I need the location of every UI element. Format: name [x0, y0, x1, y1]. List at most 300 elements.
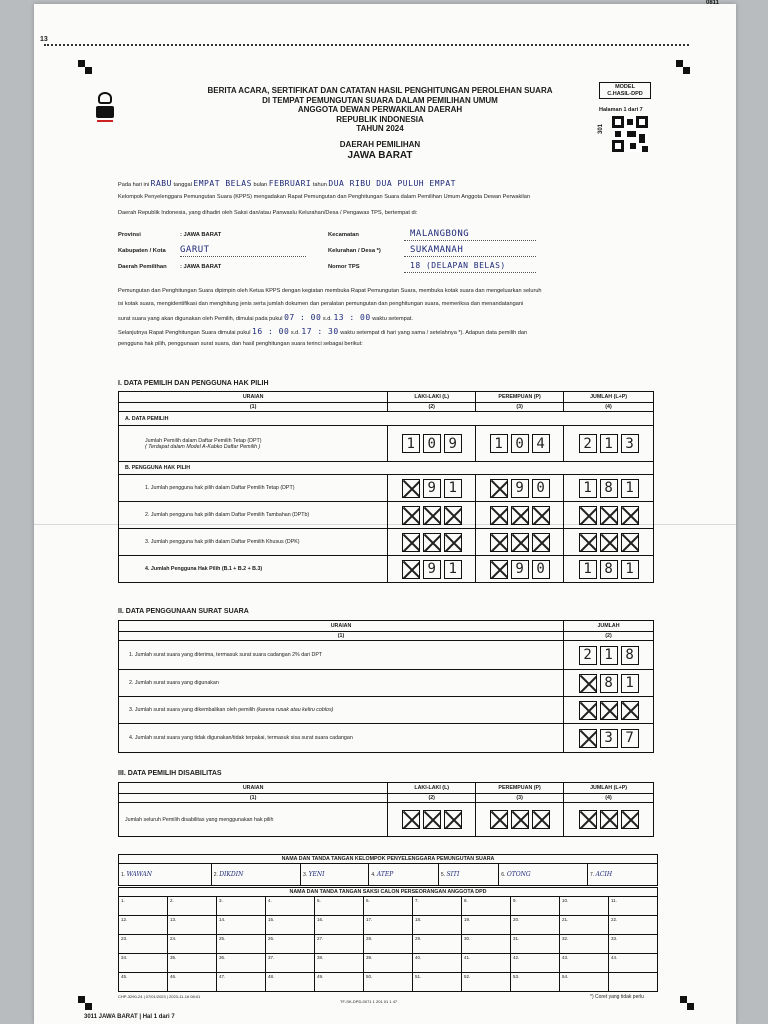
signature-number: 6. [501, 872, 507, 878]
digit-box: 8 [621, 646, 639, 665]
section-1-title: I. DATA PEMILIH DAN PENGGUNA HAK PILIH [118, 380, 269, 387]
crossed-box-icon [490, 810, 508, 829]
crossed-box-icon [490, 506, 508, 525]
crossed-box-icon [490, 533, 508, 552]
digit-box: 1 [444, 560, 462, 579]
kelurahan-line [404, 247, 536, 257]
col-perempuan: PEREMPUAN (P) [476, 392, 564, 403]
footer-left: CHP-3290-24 | 07/01/2023 | 2023-11-16 08:01 [118, 994, 201, 999]
digit-boxes[interactable] [388, 434, 475, 453]
saksi-signature-cell[interactable]: 40. [413, 954, 462, 973]
digit-boxes[interactable] [564, 810, 653, 829]
col-number: (1) [119, 403, 388, 412]
digit-boxes[interactable] [564, 533, 653, 552]
digit-boxes[interactable] [388, 560, 475, 579]
saksi-signature-cell[interactable]: 2. [168, 897, 217, 916]
saksi-signature-cell[interactable]: 41. [462, 954, 511, 973]
dpt-laki-cell [388, 426, 476, 462]
crossed-box-icon [423, 810, 441, 829]
title-line: DI TEMPAT PEMUNGUTAN SUARA DALAM PEMILIHAN UMUM [262, 95, 498, 105]
digit-boxes[interactable] [388, 506, 475, 525]
kelurahan-label: Kelurahan / Desa *) [328, 248, 381, 254]
saksi-signature-cell[interactable]: 17. [364, 916, 413, 935]
provinsi-value: : JAWA BARAT [180, 232, 222, 238]
digit-box: 0 [511, 434, 529, 453]
signature-number: 3. [303, 872, 309, 878]
saksi-signature-cell[interactable]: 43. [560, 954, 609, 973]
b2-laki-cell [388, 502, 476, 529]
count-start: 16 : 00 [252, 327, 290, 336]
count-end: 17 : 30 [301, 327, 339, 336]
kabupaten-label: Kabupaten / Kota [118, 248, 166, 254]
row-label: 3. Jumlah surat suara yang dikembalikan oleh pemilih [129, 707, 256, 713]
digit-box: 8 [600, 479, 618, 498]
saksi-signature-cell[interactable]: 1. [119, 897, 168, 916]
kpps-signature-table [118, 854, 658, 886]
ss1-cell [564, 641, 654, 670]
row-label: Jumlah Pemilih dalam Daftar Pemilih Tetap (DPT) [145, 437, 262, 444]
digit-box: 9 [511, 479, 529, 498]
signature-name: DIKDIN [219, 871, 244, 878]
row-ss3-label [119, 697, 564, 724]
paragraph-line [118, 328, 678, 337]
dapil-label: Daerah Pemilihan [118, 264, 167, 270]
crossed-box-icon [490, 560, 508, 579]
kpps-signature-cell [301, 864, 369, 886]
saksi-signature-cell[interactable]: 4. [266, 897, 315, 916]
signature-number: 5. [440, 872, 447, 878]
col-perempuan: PEREMPUAN (P) [476, 783, 564, 794]
paragraph-text: waktu setempat. [372, 316, 413, 322]
dapil-value: : JAWA BARAT [180, 264, 222, 270]
digit-box: 1 [490, 434, 508, 453]
saksi-signature-cell[interactable]: 11. [609, 897, 658, 916]
dis-jumlah-cell [564, 803, 654, 837]
saksi-signature-cell[interactable]: 20. [511, 916, 560, 935]
section-1-table [118, 391, 654, 583]
crossed-box-icon [532, 506, 550, 525]
region-label: DAERAH PEMILIHAN [339, 139, 421, 149]
kpps-signature-cell [211, 864, 300, 886]
saksi-signature-cell[interactable] [609, 973, 658, 992]
kpps-title: NAMA DAN TANDA TANGAN KELOMPOK PENYELENGGARA PEMUNGUTAN SUARA [119, 855, 658, 864]
digit-boxes[interactable] [564, 434, 653, 453]
saksi-signature-cell[interactable]: 50. [364, 973, 413, 992]
dpt-jumlah-cell [564, 426, 654, 462]
kpps-signature-cell [438, 864, 498, 886]
digit-box: 1 [600, 646, 618, 665]
saksi-signature-cell[interactable]: 42. [511, 954, 560, 973]
signature-name: YENI [308, 871, 325, 878]
b1-perempuan-cell [476, 475, 564, 502]
digit-box: 3 [600, 729, 618, 748]
saksi-signature-cell[interactable]: 38. [315, 954, 364, 973]
col-number: (3) [476, 794, 564, 803]
row-dpt-label [119, 426, 388, 462]
digit-boxes[interactable] [564, 701, 653, 720]
col-jumlah: JUMLAH (L+P) [564, 783, 654, 794]
crossed-box-icon [402, 533, 420, 552]
paragraph-text: surat suara yang akan digunakan oleh Pemilih, dimulai pada pukul [118, 316, 283, 322]
kecamatan-label: Kecamatan [328, 232, 359, 238]
model-badge [599, 82, 651, 99]
saksi-signature-cell[interactable]: 35. [168, 954, 217, 973]
digit-box: 1 [402, 434, 420, 453]
crossed-box-icon [600, 533, 618, 552]
digit-box: 0 [532, 560, 550, 579]
intro-line-3: Daerah Republik Indonesia, yang dihadiri oleh Saksi dan/atau Panwaslu Kelurahan/Desa / Pengawas TPS, bertempat di: [118, 210, 418, 216]
row-ss4-label: 4. Jumlah surat suara yang tidak digunakan/tidak terpakai, termasuk sisa surat suara cadangan [119, 724, 564, 753]
digit-box: 1 [444, 479, 462, 498]
signature-name: ATEP [376, 871, 394, 878]
time-end: 13 : 00 [333, 313, 371, 322]
kecamatan-line [404, 231, 536, 241]
saksi-signature-table [118, 887, 658, 992]
kpps-signature-cell [369, 864, 439, 886]
col-jumlah: JUMLAH [564, 621, 654, 632]
paragraph-text: waktu setempat di hari yang sama / setelahnya *). Adapun data pemilih dan [340, 330, 528, 336]
saksi-signature-cell[interactable]: 10. [560, 897, 609, 916]
corner-marker-icon [78, 60, 92, 74]
digit-boxes[interactable] [476, 506, 563, 525]
kecamatan-value: MALANGBONG [410, 229, 470, 239]
saksi-signature-cell[interactable]: 32. [560, 935, 609, 954]
crossed-box-icon [579, 701, 597, 720]
signature-number: 4. [371, 872, 377, 878]
corner-marker-icon [78, 996, 92, 1010]
crossed-box-icon [600, 506, 618, 525]
col-number: (2) [564, 632, 654, 641]
subsection-a-title: A. DATA PEMILIH [119, 412, 654, 426]
tps-value: 18 (DELAPAN BELAS) [410, 261, 506, 270]
digit-box: 1 [621, 560, 639, 579]
page-indicator: Halaman 1 dari 7 [599, 107, 643, 113]
digit-boxes[interactable] [564, 729, 653, 748]
digit-boxes[interactable] [476, 560, 563, 579]
digit-box: 0 [532, 479, 550, 498]
title-line: BERITA ACARA, SERTIFIKAT DAN CATATAN HASIL PENGHITUNGAN PEROLEHAN SUARA [207, 86, 553, 95]
saksi-signature-cell[interactable]: 36. [217, 954, 266, 973]
ss2-cell [564, 670, 654, 697]
crossed-box-icon [579, 729, 597, 748]
digit-boxes[interactable] [388, 479, 475, 498]
kpps-signature-cell [499, 864, 588, 886]
subsection-b-title: B. PENGGUNA HAK PILIH [119, 462, 654, 475]
kabupaten-value: GARUT [180, 245, 210, 255]
region-value: JAWA BARAT [347, 150, 413, 161]
b2-jumlah-cell [564, 502, 654, 529]
paragraph-text: s.d. [322, 316, 332, 322]
col-jumlah: JUMLAH (L+P) [564, 392, 654, 403]
crossed-box-icon [402, 810, 420, 829]
digit-boxes[interactable] [564, 646, 653, 665]
crossed-box-icon [621, 701, 639, 720]
crossed-box-icon [402, 506, 420, 525]
intro-text: tanggal [173, 182, 192, 188]
b3-laki-cell [388, 529, 476, 556]
intro-text: bulan [253, 182, 268, 188]
saksi-signature-cell[interactable]: 14. [217, 916, 266, 935]
section-2-title: II. DATA PENGGUNAAN SURAT SUARA [118, 608, 249, 615]
paragraph-line [118, 314, 678, 323]
kpps-signature-cell [588, 864, 658, 886]
signature-name: OTONG [506, 871, 531, 878]
saksi-signature-cell[interactable]: 18. [413, 916, 462, 935]
crossed-box-icon [402, 479, 420, 498]
saksi-signature-cell[interactable]: 15. [266, 916, 315, 935]
month-value: FEBRUARI [268, 179, 312, 188]
saksi-signature-cell[interactable]: 39. [364, 954, 413, 973]
provinsi-label: Provinsi [118, 232, 141, 238]
saksi-signature-cell[interactable]: 7. [413, 897, 462, 916]
kelurahan-value: SUKAMANAH [410, 245, 464, 255]
digit-box: 1 [621, 674, 639, 693]
digit-boxes[interactable] [564, 506, 653, 525]
section-3-table [118, 782, 654, 837]
paragraph-text: s.d. [290, 330, 300, 336]
crossed-box-icon [579, 506, 597, 525]
crossed-box-icon [423, 506, 441, 525]
b1-jumlah-cell [564, 475, 654, 502]
intro-line-2: Kelompok Penyelenggara Pemungutan Suara (KPPS) mengadakan Rapat Pemungutan dan Penghitungan Suara dalam Pemilihan Umum Anggota Dewan Perwakilan [118, 194, 531, 200]
saksi-signature-cell[interactable]: 30. [462, 935, 511, 954]
kpps-signature-cell [119, 864, 212, 886]
footer-center: TF-SK-DPD-0071 1 201 01 1 47 [340, 999, 398, 1004]
corner-marker-icon [676, 60, 690, 74]
saksi-signature-cell[interactable]: 44. [609, 954, 658, 973]
row-note: ( Terdapat dalam Model A-Kabko Daftar Pemilih ) [145, 443, 261, 450]
saksi-signature-cell[interactable]: 47. [217, 973, 266, 992]
saksi-signature-cell[interactable]: 21. [560, 916, 609, 935]
digit-box: 1 [579, 560, 597, 579]
b4-jumlah-cell [564, 556, 654, 583]
date-value: EMPAT BELAS [193, 179, 252, 188]
signature-name: WAWAN [126, 871, 152, 878]
digit-boxes[interactable] [476, 810, 563, 829]
row-b4-label: 4. Jumlah Pengguna Hak Pilih (B.1 + B.2 + B.3) [119, 556, 388, 583]
saksi-signature-cell[interactable]: 9. [511, 897, 560, 916]
crossed-box-icon [621, 810, 639, 829]
saksi-signature-cell[interactable]: 48. [266, 973, 315, 992]
b3-perempuan-cell [476, 529, 564, 556]
saksi-signature-cell[interactable]: 22. [609, 916, 658, 935]
col-uraian: URAIAN [119, 783, 388, 794]
tps-label: Nomor TPS [328, 264, 360, 270]
crossed-box-icon [532, 810, 550, 829]
crossed-box-icon [444, 533, 462, 552]
digit-box: 8 [600, 560, 618, 579]
paragraph-line: isi kotak suara, mengidentifikasi dan menghitung jenis serta jumlah dokumen dan peralatan pemungutan dan penghitungan suara, memeriksa dan menandatangani [118, 301, 524, 307]
section-3-title: III. DATA PEMILIH DISABILITAS [118, 770, 222, 777]
saksi-signature-cell[interactable]: 54. [560, 973, 609, 992]
intro-text: Pada hari ini [118, 182, 150, 188]
day-value: RABU [150, 179, 172, 188]
b3-jumlah-cell [564, 529, 654, 556]
digit-boxes[interactable] [388, 810, 475, 829]
saksi-signature-cell[interactable]: 5. [315, 897, 364, 916]
crossed-box-icon [579, 674, 597, 693]
ss4-cell [564, 724, 654, 753]
form-title [160, 86, 600, 162]
row-disabilitas-label: Jumlah seluruh Pemilih disabilitas yang menggunakan hak pilih [119, 803, 388, 837]
signature-number: 7. [590, 872, 596, 878]
digit-boxes[interactable] [476, 479, 563, 498]
title-line: ANGGOTA DEWAN PERWAKILAN DAERAH [297, 105, 463, 114]
crossed-box-icon [532, 533, 550, 552]
row-ss1-label: 1. Jumlah surat suara yang diterima, termasuk surat suara cadangan 2% dari DPT [119, 641, 564, 670]
footer-note: *) Coret yang tidak perlu [590, 994, 644, 1000]
saksi-signature-cell[interactable]: 3. [217, 897, 266, 916]
intro-line-1 [118, 180, 678, 189]
saksi-signature-cell[interactable]: 25. [217, 935, 266, 954]
row-ss2-label: 2. Jumlah surat suara yang digunakan [119, 670, 564, 697]
intro-text: tahun [312, 182, 327, 188]
digit-box: 7 [621, 729, 639, 748]
crossed-box-icon [444, 506, 462, 525]
col-number: (2) [388, 403, 476, 412]
saksi-signature-cell[interactable]: 53. [511, 973, 560, 992]
crossed-box-icon [511, 810, 529, 829]
col-number: (3) [476, 403, 564, 412]
year-value: DUA RIBU DUA PULUH EMPAT [328, 179, 456, 188]
saksi-signature-cell[interactable]: 24. [168, 935, 217, 954]
col-number: (1) [119, 632, 564, 641]
top-number: 0811 [706, 0, 720, 6]
row-b3-label: 3. Jumlah pengguna hak pilih dalam Daftar Pemilih Khusus (DPK) [119, 529, 388, 556]
digit-box: 9 [511, 560, 529, 579]
model-line: C.HASIL-DPD [607, 90, 643, 97]
kabupaten-line [180, 247, 306, 257]
digit-box: 2 [579, 434, 597, 453]
crossed-box-icon [423, 533, 441, 552]
saksi-signature-cell[interactable]: 12. [119, 916, 168, 935]
digit-box: 1 [621, 479, 639, 498]
b4-perempuan-cell [476, 556, 564, 583]
col-laki: LAKI-LAKI (L) [388, 783, 476, 794]
title-line: REPUBLIK INDONESIA [336, 114, 424, 124]
b4-laki-cell [388, 556, 476, 583]
saksi-signature-cell[interactable]: 28. [364, 935, 413, 954]
digit-box: 8 [600, 674, 618, 693]
dpt-perempuan-cell [476, 426, 564, 462]
col-number: (4) [564, 403, 654, 412]
crossed-box-icon [621, 533, 639, 552]
form-code: 301 [598, 123, 605, 135]
digit-box: 2 [579, 646, 597, 665]
saksi-signature-cell[interactable]: 46. [168, 973, 217, 992]
digit-boxes[interactable] [476, 533, 563, 552]
digit-box: 0 [423, 434, 441, 453]
digit-box: 1 [600, 434, 618, 453]
row-b1-label: 1. Jumlah pengguna hak pilih dalam Daftar Pemilih Tetap (DPT) [119, 475, 388, 502]
digit-box: 4 [532, 434, 550, 453]
col-number: (4) [564, 794, 654, 803]
paragraph-line: Pemungutan dan Penghitungan Suara dipimpin oleh Ketua KPPS dengan kegiatan membuka Rapat Pemungutan Suara, membuka kotak suara dan mengeluarkan seluruh [118, 288, 542, 294]
ss3-cell [564, 697, 654, 724]
b2-perempuan-cell [476, 502, 564, 529]
title-line: TAHUN 2024 [356, 124, 404, 133]
saksi-signature-cell[interactable]: 37. [266, 954, 315, 973]
crossed-box-icon [444, 810, 462, 829]
digit-box: 1 [579, 479, 597, 498]
saksi-signature-cell[interactable]: 8. [462, 897, 511, 916]
saksi-signature-cell[interactable]: 19. [462, 916, 511, 935]
dis-perempuan-cell [476, 803, 564, 837]
crossed-box-icon [402, 560, 420, 579]
col-uraian: URAIAN [119, 621, 564, 632]
dot-number: 13 [40, 36, 48, 43]
section-2-table [118, 620, 654, 753]
digit-box: 3 [621, 434, 639, 453]
crossed-box-icon [511, 506, 529, 525]
crossed-box-icon [600, 701, 618, 720]
corner-marker-icon [680, 996, 694, 1010]
digit-boxes[interactable] [564, 674, 653, 693]
saksi-signature-cell[interactable]: 13. [168, 916, 217, 935]
row-b2-label: 2. Jumlah pengguna hak pilih dalam Daftar Pemilih Tambahan (DPTb) [119, 502, 388, 529]
perforation-line [44, 44, 689, 46]
digit-boxes[interactable] [564, 560, 653, 579]
paragraph-text: Selanjutnya Rapat Penghitungan Suara dimulai pukul [118, 330, 251, 336]
saksi-signature-cell[interactable]: 29. [413, 935, 462, 954]
digit-box: 9 [444, 434, 462, 453]
signature-name: ACIH [595, 871, 613, 878]
signature-name: SITI [446, 871, 460, 878]
saksi-signature-cell[interactable]: 52. [462, 973, 511, 992]
col-number: (1) [119, 794, 388, 803]
col-uraian: URAIAN [119, 392, 388, 403]
saksi-signature-cell[interactable]: 34. [119, 954, 168, 973]
crossed-box-icon [600, 810, 618, 829]
saksi-title: NAMA DAN TANDA TANGAN SAKSI CALON PERSEORANGAN ANGGOTA DPD [119, 888, 658, 897]
saksi-signature-cell[interactable]: 23. [119, 935, 168, 954]
saksi-signature-cell[interactable]: 6. [364, 897, 413, 916]
bottom-tag: 3011 JAWA BARAT | Hal 1 dari 7 [84, 1014, 175, 1020]
saksi-signature-cell[interactable]: 31. [511, 935, 560, 954]
digit-box: 9 [423, 479, 441, 498]
paragraph-line: pengguna hak pilih, penggunaan surat suara, dan hasil penghitungan suara terinci sebagai berikut: [118, 341, 363, 347]
digit-boxes[interactable] [476, 434, 563, 453]
qr-code-icon [612, 116, 648, 152]
saksi-signature-cell[interactable]: 33. [609, 935, 658, 954]
digit-box: 9 [423, 560, 441, 579]
col-number: (2) [388, 794, 476, 803]
crossed-box-icon [490, 479, 508, 498]
crossed-box-icon [511, 533, 529, 552]
crossed-box-icon [621, 506, 639, 525]
digit-boxes[interactable] [564, 479, 653, 498]
digit-boxes[interactable] [388, 533, 475, 552]
model-line: MODEL [615, 84, 635, 90]
saksi-signature-cell[interactable]: 16. [315, 916, 364, 935]
signature-number: 2. [213, 872, 220, 878]
b1-laki-cell [388, 475, 476, 502]
tps-line [404, 263, 536, 273]
signature-number: 1. [121, 872, 127, 878]
saksi-signature-cell[interactable]: 27. [315, 935, 364, 954]
saksi-signature-cell[interactable]: 51. [413, 973, 462, 992]
saksi-signature-cell[interactable]: 49. [315, 973, 364, 992]
row-note: (karena rusak atau keliru coblos) [256, 707, 334, 713]
saksi-signature-cell[interactable]: 45. [119, 973, 168, 992]
dis-laki-cell [388, 803, 476, 837]
col-laki: LAKI-LAKI (L) [388, 392, 476, 403]
crossed-box-icon [579, 533, 597, 552]
time-start: 07 : 00 [284, 313, 322, 322]
saksi-signature-cell[interactable]: 26. [266, 935, 315, 954]
crossed-box-icon [579, 810, 597, 829]
kpu-logo-icon [94, 92, 116, 126]
